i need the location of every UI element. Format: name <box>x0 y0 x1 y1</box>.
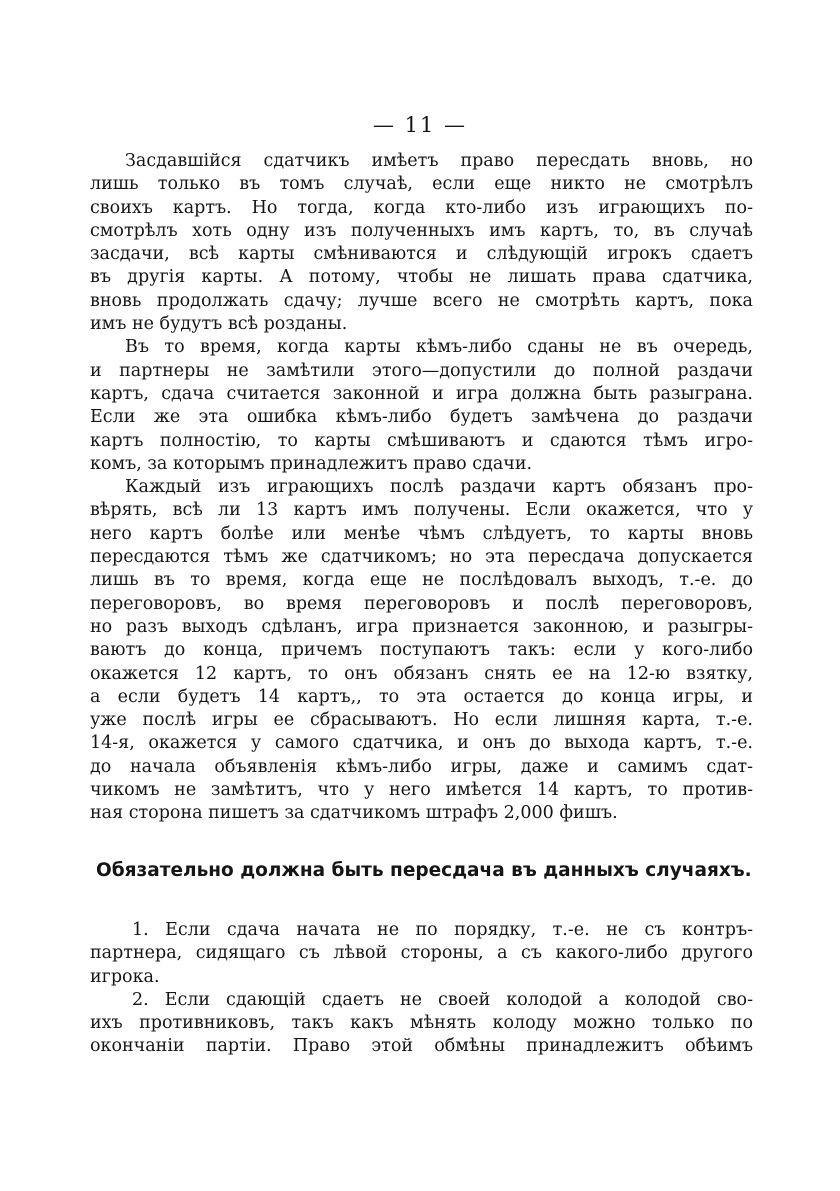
text-line: вновь продолжать сдачу; лучше всего не смотрѣть картъ, пока <box>90 290 753 311</box>
text-line: ная сторона пишетъ за сдатчикомъ штрафъ 2,000 фишъ. <box>90 803 618 824</box>
text-line: но разъ выходъ сдѣланъ, игра признается законною, и разыгры- <box>90 616 753 637</box>
page-number: — 11 — <box>372 113 468 137</box>
text-line: окажется 12 картъ, то онъ обязанъ снять ее на 12-ю взятку, <box>90 663 753 684</box>
text-line: Въ то время, когда карты кѣмъ-либо сданы не въ очередь, <box>125 337 753 358</box>
text-line: комъ, за которымъ принадлежитъ право сдачи. <box>90 453 533 474</box>
text-line: игрока. <box>90 966 160 987</box>
text-line: 1. Если сдача начата не по порядку, т.-е. не съ контръ- <box>132 920 753 940</box>
text-line: лишь въ то время, когда еще не послѣдовалъ выходъ, т.-е. до <box>90 570 753 591</box>
text-line: пересдаются тѣмъ же сдатчикомъ; но эта пересдача допускается <box>90 547 753 568</box>
text-line: партнера, сидящаго съ лѣвой стороны, а съ какого-либо другого <box>90 943 753 964</box>
list-item <box>90 989 753 1059</box>
text-line: и партнеры не замѣтили этого—допустили до полной раздачи <box>90 360 753 381</box>
text-line: ваютъ до конца, причемъ поступаютъ такъ: если у кого-либо <box>90 640 753 661</box>
text-line: до начала объявленія кѣмъ-либо игры, даже и самимъ сдат- <box>90 756 753 777</box>
text-line: засдачи, всѣ карты смѣниваются и слѣдующій игрокъ сдаетъ <box>90 244 753 265</box>
text-line: картъ полностію, то карты смѣшиваютъ и сдаются тѣмъ игро- <box>90 430 753 451</box>
text-line: 2. Если сдающій сдаетъ не своей колодой а колодой сво- <box>132 989 753 1010</box>
text-line: Каждый изъ играющихъ послѣ раздачи картъ обязанъ про- <box>125 477 753 498</box>
text-line: него картъ болѣе или менѣе чѣмъ слѣдуетъ, то карты вновь <box>90 523 753 544</box>
list-item <box>90 919 753 989</box>
text-line: Засдавшійся сдатчикъ имѣетъ право пересдать вновь, но <box>125 151 753 171</box>
section-heading: Обязательно должна быть пересдача въ данныхъ случаяхъ. <box>96 860 752 881</box>
text-line: въ другія карты. А потому, чтобы не лишать права сдатчика, <box>90 267 753 288</box>
text-line: имъ не будутъ всѣ розданы. <box>90 314 348 335</box>
paragraph <box>90 336 753 476</box>
text-line: лишь только въ томъ случаѣ, если еще никто не смотрѣлъ <box>90 174 753 195</box>
text-line: уже послѣ игры ее сбрасываютъ. Но если лишняя карта, т.-е. <box>90 710 753 731</box>
text-line: 14-я, окажется у самого сдатчика, и онъ до выхода картъ, т.-е. <box>90 733 753 754</box>
text-line: смотрѣлъ хоть одну изъ полученныхъ имъ картъ, то, въ случаѣ <box>90 220 753 241</box>
paragraph <box>90 150 753 336</box>
text-line: ихъ противниковъ, такъ какъ мѣнять колоду можно только по <box>90 1013 753 1034</box>
text-line: своихъ картъ. Но тогда, когда кто-либо изъ играющихъ по- <box>90 197 753 218</box>
text-line: Если же эта ошибка кѣмъ-либо будетъ замѣчена до раздачи <box>90 407 753 428</box>
text-line: окончаніи партіи. Право этой обмѣны принадлежитъ обѣимъ <box>90 1036 753 1057</box>
text-line: чикомъ не замѣтитъ, что у него имѣется 14 картъ, то против- <box>90 780 753 801</box>
text-line: вѣрять, всѣ ли 13 картъ имъ получены. Если окажется, что у <box>90 500 753 521</box>
main-text <box>90 150 753 826</box>
paragraph <box>90 476 753 825</box>
rules-list <box>90 919 753 1059</box>
text-line: переговоровъ, во время переговоровъ и послѣ переговоровъ, <box>90 593 753 614</box>
text-line: картъ, сдача считается законной и игра должна быть разыграна. <box>90 383 753 404</box>
text-line: а если будетъ 14 картъ,, то эта остается до конца игры, и <box>90 686 753 707</box>
